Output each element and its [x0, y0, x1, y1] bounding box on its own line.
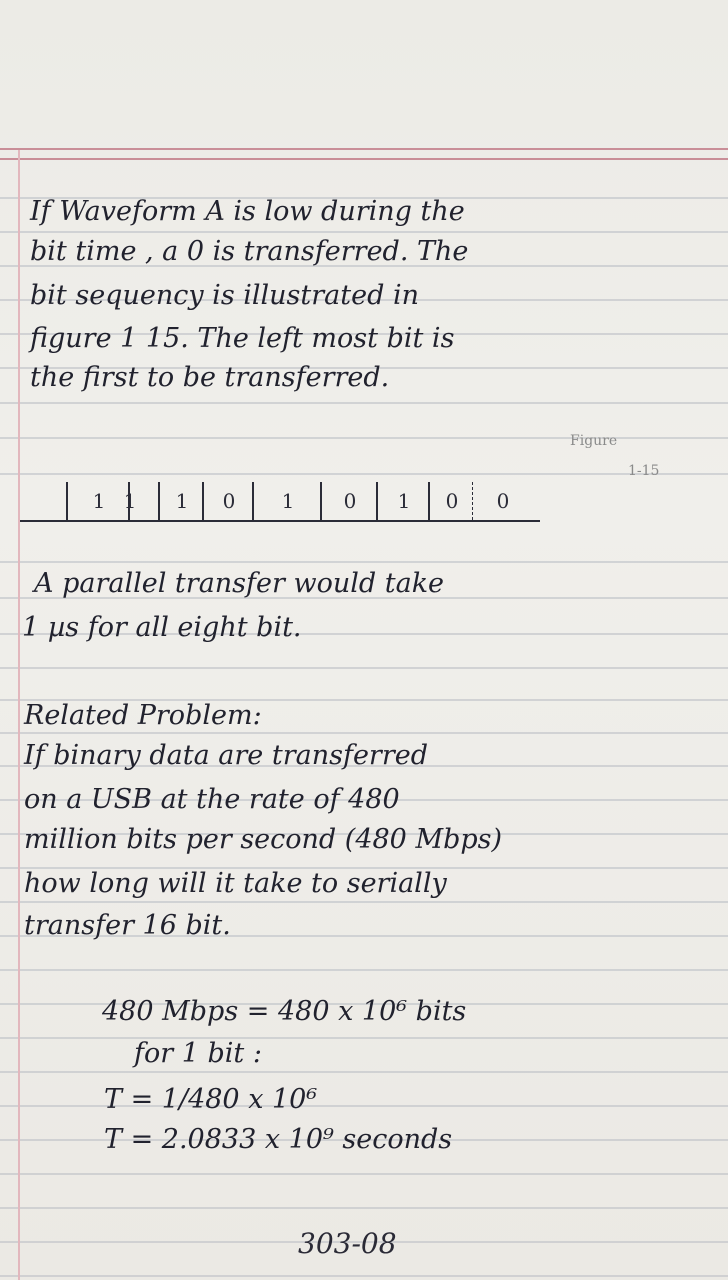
paragraph2-line: 1 µs for all eight bit. — [22, 612, 302, 643]
margin-line — [18, 150, 20, 1280]
paragraph1-line: bit time , a 0 is transferred. The — [30, 236, 469, 267]
bit-cell: 1 — [252, 482, 322, 520]
bit-cell: 0 — [320, 482, 378, 520]
bit-cell: 1 — [376, 482, 430, 520]
paragraph2-line: A parallel transfer would take — [34, 568, 445, 599]
bit-cell: 0 — [428, 482, 474, 520]
paragraph1-line: the first to be transferred. — [30, 362, 390, 393]
related-problem-line: transfer 16 bit. — [24, 910, 231, 941]
related-problem-line: If binary data are transferred — [24, 740, 429, 771]
solution-line: T = 1/480 x 10⁶ — [104, 1084, 318, 1115]
bit-cell: 0 — [472, 482, 533, 520]
paragraph1-line: figure 1 15. The left most bit is — [30, 323, 455, 354]
page-number: 303-08 — [298, 1227, 397, 1260]
related-problem-heading: Related Problem: — [24, 700, 262, 731]
related-problem-line: how long will it take to serially — [24, 868, 447, 899]
bit-cell: 0 — [202, 482, 254, 520]
related-problem-line: on a USB at the rate of 480 — [24, 784, 400, 815]
bit-cell: 1 — [158, 482, 204, 520]
figure-label: Figure — [570, 433, 618, 449]
figure-number: 1-15 — [628, 463, 660, 479]
solution-line: 480 Mbps = 480 x 10⁶ bits — [102, 996, 467, 1027]
header-band — [0, 148, 728, 160]
related-problem-line: million bits per second (480 Mbps) — [24, 824, 503, 855]
paragraph1-line: bit sequency is illustrated in — [30, 280, 419, 311]
solution-line: for 1 bit : — [134, 1038, 262, 1069]
figure-baseline — [20, 520, 540, 522]
bit-cell: 1 — [66, 482, 130, 520]
bit-sequence-figure — [20, 482, 540, 522]
paragraph1-line: If Waveform A is low during the — [30, 196, 465, 227]
solution-line: T = 2.0833 x 10⁹ seconds — [104, 1124, 453, 1155]
bit-cell: 1 — [128, 482, 130, 520]
